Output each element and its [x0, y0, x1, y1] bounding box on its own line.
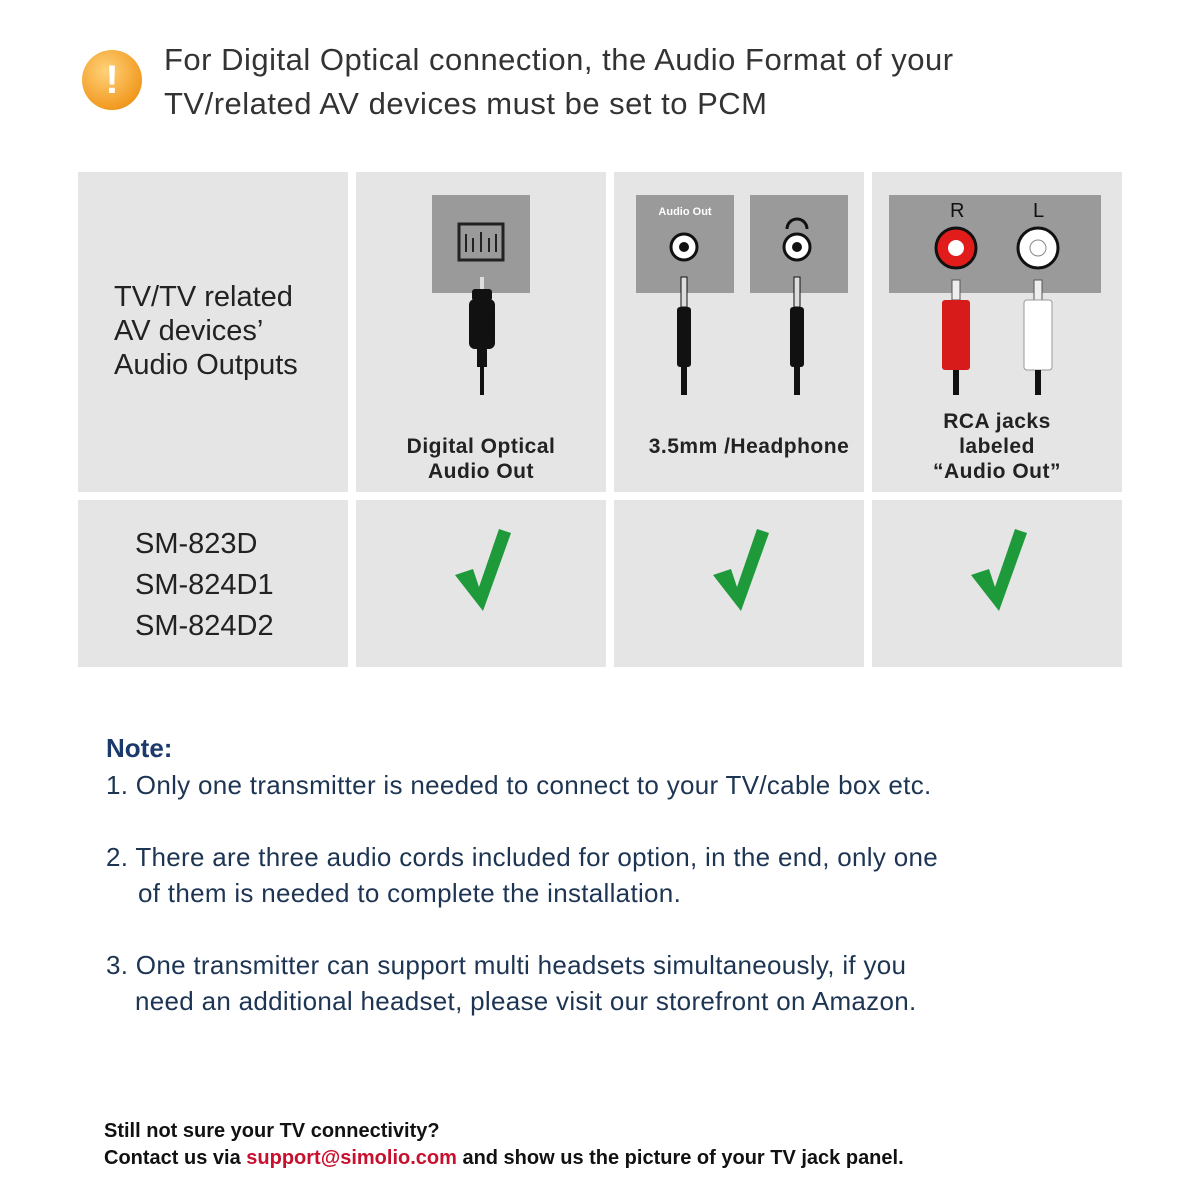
column-caption: “Audio Out” — [933, 460, 1061, 483]
checkmark-icon — [709, 525, 771, 615]
row-header-line: Audio Outputs — [114, 349, 298, 381]
model-name: SM-824D1 — [135, 569, 274, 601]
column-caption: labeled — [959, 435, 1035, 458]
optical-column-cell — [356, 172, 606, 492]
row-header-line: AV devices’ — [114, 315, 264, 347]
row-header-line: TV/TV related — [114, 281, 293, 313]
jack-label-r: R — [950, 200, 965, 222]
note-line: 2. There are three audio cords included for option, in the end, only one — [106, 842, 938, 872]
column-caption: RCA jacks — [943, 410, 1051, 433]
support-email-link[interactable]: support@simolio.com — [246, 1147, 457, 1169]
audio-out-label: Audio Out — [658, 206, 712, 218]
footer-text: and show us the picture of your TV jack panel. — [456, 1147, 904, 1169]
rca-cable-icons — [872, 172, 1122, 412]
rca-column-cell — [872, 172, 1122, 492]
note-line: of them is needed to complete the installation. — [138, 878, 682, 908]
column-caption: 3.5mm /Headphone — [648, 435, 850, 458]
support-cell-rca — [872, 500, 1122, 667]
jack-label-l: L — [1033, 200, 1045, 222]
note-item-1 — [106, 767, 932, 803]
note-line: 3. One transmitter can support multi headsets simultaneously, if you — [106, 950, 907, 980]
note-line: 1. Only one transmitter is needed to connect to your TV/cable box etc. — [106, 770, 932, 800]
checkmark-icon — [451, 525, 513, 615]
header-line-1: For Digital Optical connection, the Audio Format of your — [164, 42, 954, 77]
column-caption: Audio Out — [428, 460, 534, 483]
checkmark-icon — [967, 525, 1029, 615]
3.5mm-cable-icons — [614, 172, 864, 412]
header-line-2: TV/related AV devices must be set to PCM — [164, 86, 768, 121]
note-item-2 — [106, 839, 938, 911]
footer-line-1: Still not sure your TV connectivity? — [104, 1120, 440, 1142]
models-cell — [78, 500, 348, 667]
model-name: SM-823D — [135, 528, 258, 560]
model-name: SM-824D2 — [135, 610, 274, 642]
header-text — [164, 38, 954, 126]
footer-text: Contact us via — [104, 1147, 247, 1169]
support-cell-headphone — [614, 500, 864, 667]
support-cell-optical — [356, 500, 606, 667]
footer-line-2 — [104, 1147, 904, 1170]
column-caption: Digital Optical — [406, 435, 556, 458]
headphone-column-cell — [614, 172, 864, 492]
note-line: need an additional headset, please visit our storefront on Amazon. — [135, 986, 917, 1016]
row-header-cell — [78, 172, 348, 492]
note-item-3 — [106, 947, 917, 1019]
optical-cable-icon — [356, 172, 606, 412]
warning-icon: ! — [82, 50, 142, 110]
note-title: Note: — [106, 733, 173, 763]
